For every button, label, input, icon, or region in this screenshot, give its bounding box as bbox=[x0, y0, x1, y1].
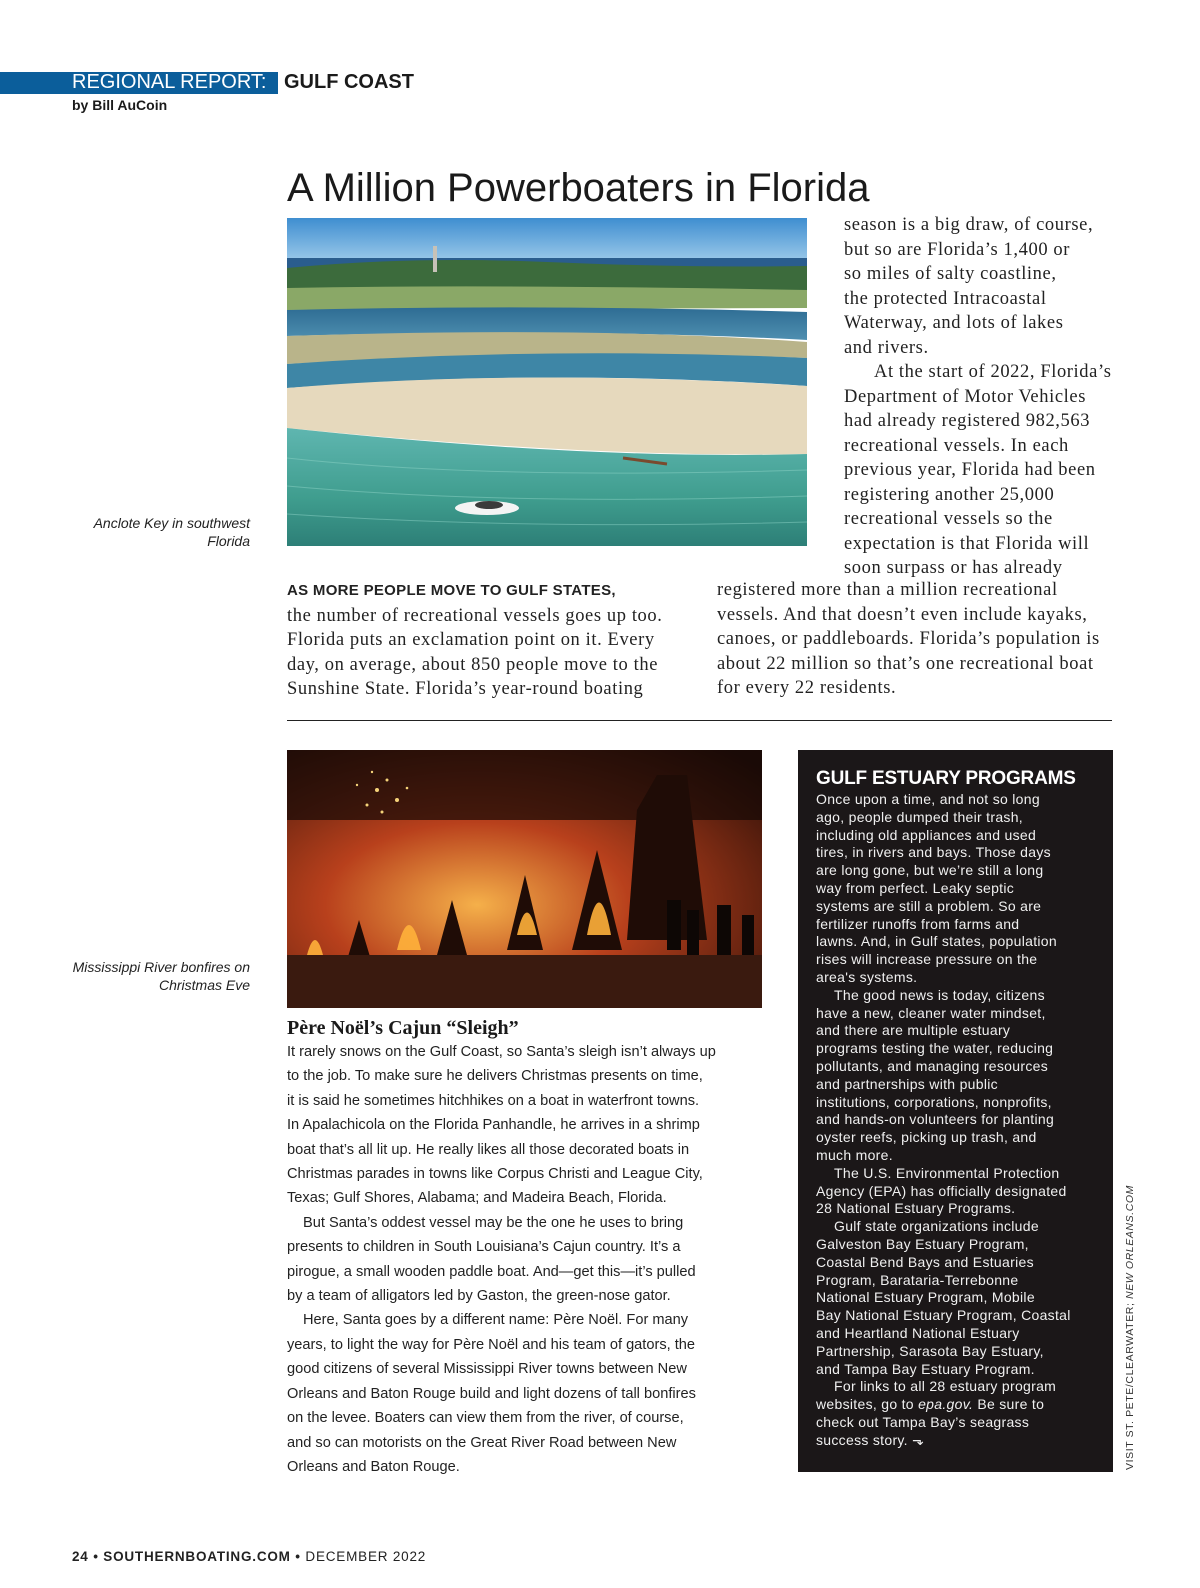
bonfires-photo bbox=[287, 750, 762, 1008]
lead-in: AS MORE PEOPLE MOVE TO GULF STATES, bbox=[287, 582, 616, 599]
article-column-right-bottom: registered more than a million recreational vessels. And that doesn’t even include kayaks, canoes, or paddleboards. Florida’s population is about 22 million so that’s one recreational boat for every 22 residents. bbox=[717, 580, 1100, 698]
paragraph: Once upon a time, and not so long ago, people dumped their trash, including old appliances and used tires, in rivers and bays. Those days are long gone, but we’re still a long way from perfect. Leaky septic systems are still a problem. So are fertilizer runoffs from farms and lawns. And, in Gulf states, population rises will increase pressure on the area's systems. bbox=[816, 791, 1057, 985]
page-number: 24 bbox=[72, 1549, 89, 1564]
section-label: REGIONAL REPORT: bbox=[72, 71, 267, 93]
paragraph: The U.S. Environmental Protection Agency (EPA) has officially designated 28 National Estuary Programs. bbox=[816, 1164, 1067, 1217]
photo-caption-bonfires: Mississippi River bonfires on Christmas Eve bbox=[72, 959, 250, 993]
site-name: SOUTHERNBOATING.COM bbox=[103, 1549, 291, 1564]
section-topic: GULF COAST bbox=[284, 71, 414, 93]
paragraph: At the start of 2022, Florida’s Department of Motor Vehicles had already registered 982,563 recreational vessels. In each previous year, Florida had been registering another 25,000 recreational vessels so the expectation is that Florida will soon surpass or has already bbox=[844, 362, 1112, 578]
anclote-key-photo bbox=[287, 218, 807, 546]
paragraph: Gulf state organizations include Galveston Bay Estuary Program, Coastal Bend Bays and Estuaries Program, Barataria-Terrebonne National Estuary Program, Mobile Bay National Estuary Program, Coastal and Heartland National Estuary Partnership, Sarasota Bay Estuary, and Tampa Bay Estuary Program. bbox=[816, 1218, 1071, 1377]
article-column-right-top bbox=[844, 213, 1119, 581]
epa-link[interactable]: epa.gov. bbox=[918, 1396, 974, 1413]
story-title: Père Noël’s Cajun “Sleigh” bbox=[287, 1017, 519, 1039]
photo-caption-anclote-key: Anclote Key in southwest Florida bbox=[93, 515, 250, 549]
paragraph: Here, Santa goes by a different name: Père Noël. For many years, to light the way for Père Noël and his team of gators, the good citizens of several Mississippi River towns between New Orleans and Baton Rouge build and light dozens of tall bonfires on the levee. Boaters can view them from the river, of course, and so can motorists on the Great River Road between New Orleans and Baton Rouge. bbox=[287, 1312, 696, 1475]
page-footer: 24 • SOUTHERNBOATING.COM • DECEMBER 2022 bbox=[72, 1549, 427, 1564]
sidebar-title: GULF ESTUARY PROGRAMS bbox=[816, 768, 1076, 789]
article-column-left bbox=[287, 578, 687, 702]
paragraph: It rarely snows on the Gulf Coast, so Santa’s sleigh isn’t always up to the job. To make sure he delivers Christmas presents on time, it is said he sometimes hitchhikes on a boat in waterfront towns. In Apalachicola on the Florida Panhandle, he arrives in a shrimp boat that’s all lit up. He really likes all those decorated boats in Christmas parades in towns like Corpus Christi and League City, Texas; Gulf Shores, Alabama; and Madeira Beach, Florida. bbox=[287, 1044, 716, 1207]
story-body bbox=[287, 1040, 762, 1479]
end-mark-icon: ⬎ bbox=[912, 1431, 925, 1448]
paragraph: But Santa’s oddest vessel may be the one he uses to bring presents to children in South Louisiana’s Cajun country. It’s a pirogue, a small wooden paddle boat. And—get this—it’s pulled by a team of alligators led by Gaston, the green-nose gator. bbox=[287, 1214, 696, 1305]
sidebar-body bbox=[816, 791, 1101, 1449]
byline: by Bill AuCoin bbox=[72, 97, 168, 113]
paragraph: season is a big draw, of course, but so are Florida’s 1,400 or so miles of salty coastline, the protected Intracoastal Waterway, and lots of lakes and rivers. bbox=[844, 215, 1094, 358]
paragraph: the number of recreational vessels goes up too. Florida puts an exclamation point on it. Every day, on average, about 850 people move to the Sunshine State. Florida’s year-round boating bbox=[287, 605, 663, 699]
issue-date: DECEMBER 2022 bbox=[305, 1549, 427, 1564]
paragraph: Be sure to check out Tampa Bay’s seagrass success story. bbox=[816, 1396, 1045, 1448]
paragraph: The good news is today, citizens have a new, cleaner water mindset, and there are multiple estuary programs testing the water, reducing pollutants, and managing resources and partnerships with public institutions, corporations, nonprofits, and hands-on volunteers for planting oyster reefs, picking up trash, and much more. bbox=[816, 986, 1055, 1163]
article-headline: A Million Powerboaters in Florida bbox=[287, 166, 870, 210]
section-divider bbox=[287, 720, 1112, 721]
photo-credit bbox=[1124, 1185, 1136, 1470]
credit-text: VISIT ST. PETE/CLEARWATER; bbox=[1124, 1298, 1136, 1470]
paragraph: For links to all 28 estuary program websites, go to bbox=[816, 1378, 1057, 1413]
credit-text-italic: NEW ORLEANS.COM bbox=[1124, 1184, 1136, 1299]
